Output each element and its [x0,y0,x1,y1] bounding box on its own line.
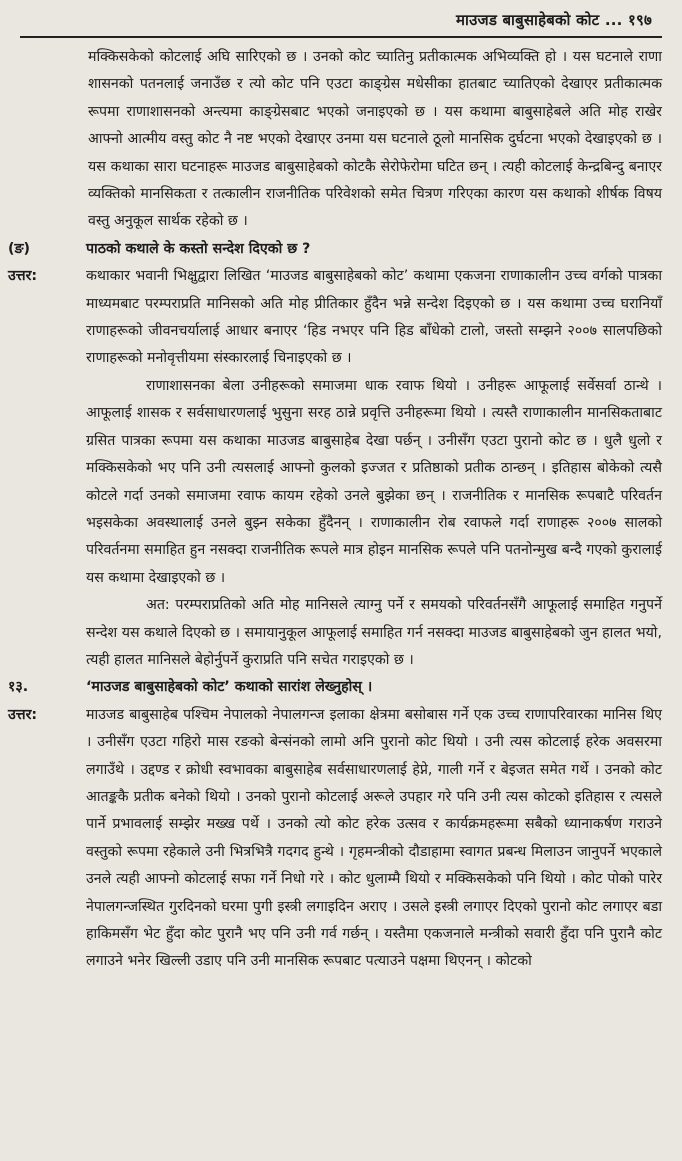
running-header [20,10,652,30]
answer-paragraph: कथाकार भवानी भिक्षुद्वारा लिखित ‘माउजड बाबुसाहेबको कोट’ कथामा एकजना राणाकालीन उच्च वर्गको पात्रका माध्यमबाट परम्पराप्रति मानिसको अति मोह प्रीतिकार हुँदैन भन्ने सन्देश दिइएको छ । यस कथामा उच्च घरानियाँ राणाहरूको जीवनचर्यालाई आधार बनाएर ‘हिड नभएर पनि हिड बाँधेको टालो, जस्तो सम्झने २००७ सालपछिको राणाहरूको मनोवृत्तीयमा संस्कारलाई चिनाइएको छ । [86,268,662,367]
answer-body [86,702,662,976]
answer-13 [8,702,662,976]
header-title: माउजड बाबुसाहेबको कोट [456,11,600,29]
answer-paragraph: माउजड बाबुसाहेब पश्चिम नेपालको नेपालगन्ज इलाका क्षेत्रमा बसोबास गर्ने एक उच्च राणापरिवारका मानिस थिए । उनीसँग एउटा गहिरो मास रङको बेन्संनको लामो अनि पुरानो कोट थियो । उनी त्यस कोटलाई हरेक अवसरमा लगाउँथे । उद्दण्ड र क्रोधी स्वभावका बाबुसाहेब सर्वसाधारणलाई हेप्ने, गाली गर्ने र बेइजत समेत गर्थे । उनको कोट आतङ्ककै प्रतीक बनेको थियो । उनको पुरानो कोटलाई अरूले उपहार गरे पनि उनी त्यस कोटको इतिहास र त्यसले पार्ने प्रभावलाई सम्झेर मख्ख पर्थे । उनको त्यो कोट हरेक उत्सव र कार्यक्रमहरूमा सबैको ध्यानाकर्षण गराउने वस्तुको रूपमा रहेकाले उनी भित्रभित्रै गदगद हुन्थे । गृहमन्त्रीको दौडाहामा स्वागत प्रबन्ध मिलाउन जानुपर्ने भएकाले उनले त्यही आफ्नो कोटलाई सफा गर्ने निधो गरे । कोट धुलाम्मै थियो र मक्किसकेको पनि थियो । कोट पोको पारेर नेपालगन्जस्थित गुरदिनको घरमा पुगी इस्त्री लगाइदिन अराए । उसले इस्त्री लगाएर दिएको पुरानो कोट लगाएर बडा हाकिमसँग भेट हुँदा कोट पुरानै भए पनि उनी गर्व गर्छन् । यस्तैमा एकजनाले मन्त्रीको सवारी हुँदा पनि पुरानै कोट लगाउने भनेर खिल्ली उडाए पनि उनी मानसिक रूपबाट पत्याउने पक्षमा थिएनन् । कोटको [86,706,662,970]
answer-paragraph: अत: परम्पराप्रतिको अति मोह मानिसले त्याग्नु पर्ने र समयको परिवर्तनसँगै आफूलाई समाहित गनुपर्ने सन्देश यस कथाले दिएको छ । समायानुकूल आफूलाई समाहित गर्न नसक्दा माउजड बाबुसाहेबको जुन हालत भयो, त्यही हालत मानिसले बेहोर्नुपर्ने कुराप्रति पनि सचेत गराइएको छ । [86,597,662,668]
question-label: (ङ) [8,240,31,257]
question-d [8,236,662,263]
answer-label: उत्तर: [8,268,38,285]
header-rule [20,36,662,38]
page-number: ... १९७ [604,11,652,29]
answer-body [86,263,662,674]
question-text: पाठको कथाले के कस्तो सन्देश दिएको छ ? [86,240,311,257]
answer-label: उत्तर: [8,706,38,723]
page-body [8,44,662,976]
answer-d [8,263,662,674]
question-13 [8,674,662,701]
question-text: ‘माउजड बाबुसाहेबको कोट’ कथाको सारांश लेख्नुहोस् । [86,679,373,696]
question-label: १३. [8,679,29,696]
paragraph-continuation: मक्किसकेको कोटलाई अघि सारिएको छ । उनको कोट च्यातिनु प्रतीकात्मक अभिव्यक्ति हो । यस घटनाले राणा शासनको पतनलाई जनाउँछ र त्यो कोट पनि एउटा काङ्ग्रेस मधेसीका हातबाट च्यातिएको देखाएर प्रतीकात्मक रूपमा राणाशासनको अन्त्यमा काङ्ग्रेसबाट भएको जनाइएको छ । यस कथामा बाबुसाहेबले अति मोह राखेर आफ्नो आत्मीय वस्तु कोट नै नष्ट भएको देखाएर उनमा यस घटनाले ठूलो मानसिक दुर्घटना भएको देखाइएको छ । यस कथाका सारा घटनाहरू माउजड बाबुसाहेबको कोटकै सेरोफेरोमा घटित छन् । त्यही कोटलाई केन्द्रबिन्दु बनाएर व्यक्तिको मानसिकता र तत्कालीन राजनीतिक परिवेशको समेत चित्रण गरिएका कारण यस कथाको शीर्षक विषय वस्तु अनुकूल सार्थक रहेको छ । [88,49,662,230]
answer-paragraph: राणाशासनका बेला उनीहरूको समाजमा धाक रवाफ थियो । उनीहरू आफूलाई सर्वेसर्वा ठान्थे । आफूलाई शासक र सर्वसाधारणलाई भुसुना सरह ठान्ने प्रवृत्ति उनीहरूमा थियो । त्यस्तै राणाकालीन मानसिकताबाट ग्रसित पात्रका रूपमा यस कथाका माउजड बाबुसाहेब देखा पर्छन् । उनीसँग एउटा पुरानो कोट छ । धुलै धुलो र मक्किसकेको भए पनि उनी त्यसलाई आफ्नो कुलको इज्जत र प्रतिष्ठाको प्रतीक ठान्छन् । इतिहास बोकेको त्यसै कोटले गर्दा उनको समाजमा रवाफ कायम रहेको उनले बुझेका छन् । राजनीतिक र मानसिक रूपबाटै परिवर्तन भइसकेका अवस्थालाई उनले बुझ्न सकेका हुँदैनन् । राणाकालीन रोब रवाफले गर्दा राणाहरू २००७ सालको परिवर्तनमा समाहित हुन नसक्दा राजनीतिक रूपले मात्र होइन मानसिक रूपले पनि पतनोन्मुख बन्दै गएको कुरालाई यस कथामा देखाइएको छ । [86,377,662,586]
